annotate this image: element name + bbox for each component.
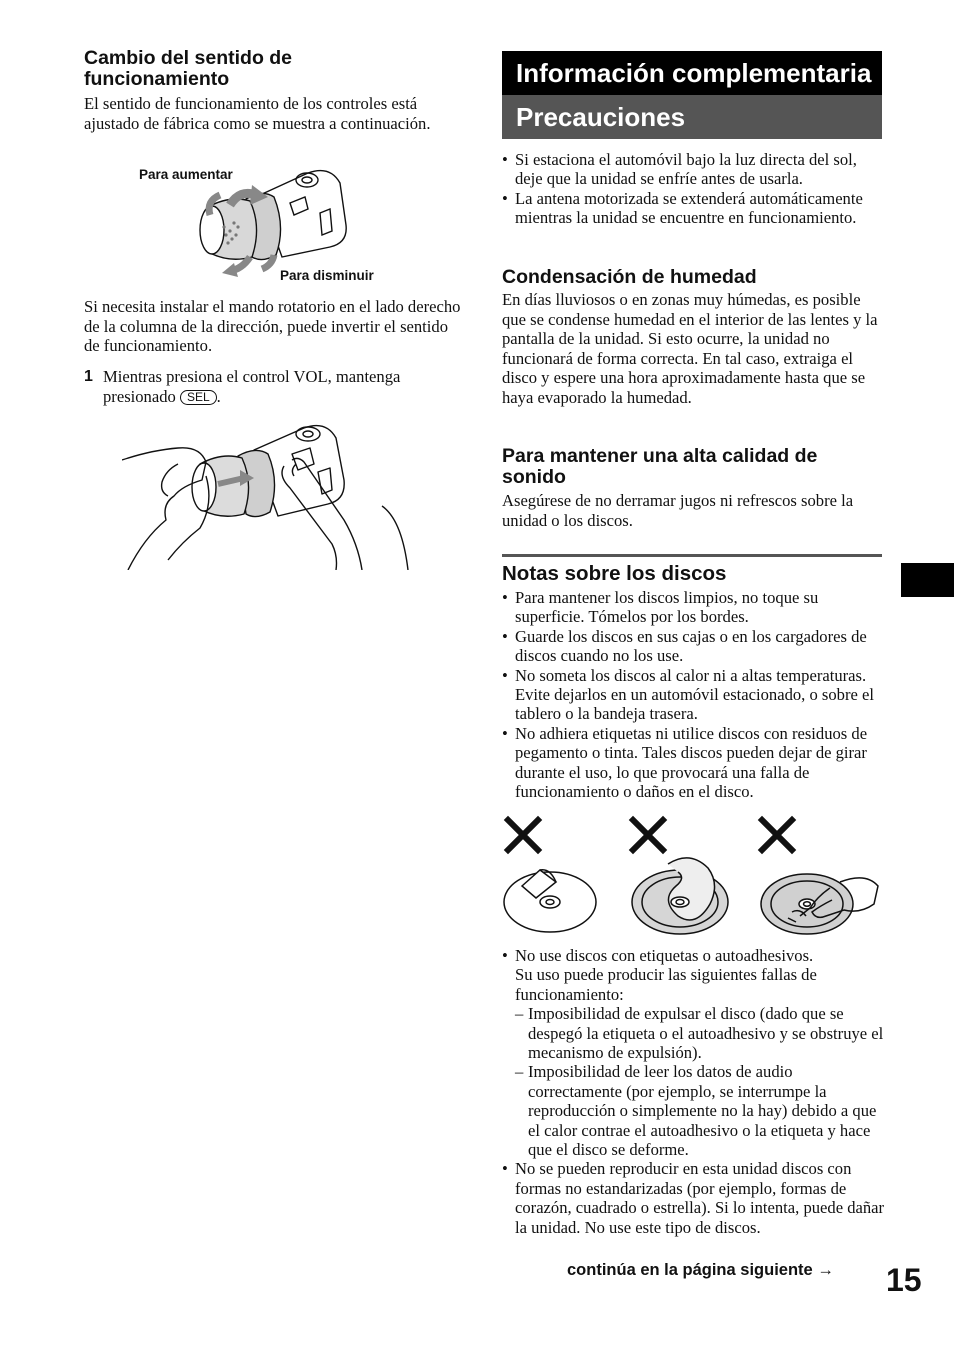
heading-disc-notes: Notas sobre los discos xyxy=(502,562,727,585)
step-end: . xyxy=(216,386,221,406)
section-heading-operation-direction: Cambio del sentido de funcionamiento xyxy=(84,47,293,90)
heading-condensation: Condensación de humedad xyxy=(502,266,757,288)
step-1 xyxy=(84,367,464,406)
sticker-notes-list xyxy=(502,946,886,1237)
section-divider xyxy=(502,554,882,557)
right-arrow-icon: → xyxy=(817,1261,834,1279)
sel-button-key: SEL xyxy=(180,390,217,405)
chapter-banner: Información complementaria xyxy=(502,51,882,95)
precautions-list xyxy=(502,150,882,228)
step-number: 1 xyxy=(84,368,93,385)
section-banner-precautions: Precauciones xyxy=(502,95,882,139)
intro-paragraph: El sentido de funcionamiento de los controles está ajustado de fábrica como se muestra a continuación. xyxy=(84,94,431,133)
disc-notes-list xyxy=(502,588,886,801)
continue-text: continúa en la página siguiente xyxy=(567,1261,813,1279)
cross-icon xyxy=(508,820,792,850)
sticker-note-text: No use discos con etiquetas o autoadhesivos. xyxy=(515,946,814,965)
reverse-paragraph: Si necesita instalar el mando rotatorio en el lado derecho de la columna de la dirección, puede invertir el sentido de funcionamiento. xyxy=(84,297,461,356)
sound-paragraph: Asegúrese de no derramar jugos ni refrescos sobre la unidad o los discos. xyxy=(502,491,854,530)
page-number: 15 xyxy=(886,1262,922,1298)
rotary-commander-illustration xyxy=(190,165,355,280)
sticker-note-text-2: Su uso puede producir las siguientes fallas de funcionamiento: xyxy=(515,965,817,1004)
list-item: • Para mantener los discos limpios, no toque su superficie. Tómelos por los bordes. xyxy=(502,588,886,627)
continue-note xyxy=(567,1260,834,1280)
list-item: – Imposibilidad de leer los datos de audio correctamente (por ejemplo, se interrumpe la reproducción o simplemente no la hay) debido a que el calor contrae el autoadhesivo o la etiqueta y hace que el disco se deforme. xyxy=(515,1062,886,1159)
list-item: • Guarde los discos en sus cajas o en los cargadores de discos cuando no los use. xyxy=(502,627,886,666)
list-item: • No se pueden reproducir en esta unidad discos con formas no estandarizadas (por ejemplo, formas de corazón, cuadrado o estrella). Si lo intenta, puede dañar la unidad. No use este tipo de discos. xyxy=(502,1159,886,1237)
heading-sound-quality: Para mantener una alta calidad de sonido xyxy=(502,445,818,488)
side-tab-marker xyxy=(901,563,954,597)
disc-misuse-illustrations xyxy=(500,812,885,937)
sticker-sublist xyxy=(515,1004,886,1159)
list-item xyxy=(502,946,886,1159)
step-text: Mientras presiona el control VOL, mantenga presionado xyxy=(103,367,401,406)
list-item: – Imposibilidad de expulsar el disco (dado que se despegó la etiqueta o el autoadhesivo y se obstruye el mecanismo de expulsión). xyxy=(515,1004,886,1062)
hand-pressing-illustration xyxy=(122,420,422,570)
label-para-aumentar: Para aumentar xyxy=(139,167,233,182)
list-item: • No adhiera etiquetas ni utilice discos con residuos de pegamento o tinta. Tales discos pueden dejar de girar durante el uso, lo que provocará una falla de funcionamiento o daños en el disco. xyxy=(502,724,886,802)
condensation-paragraph: En días lluviosos o en zonas muy húmedas, es posible que se condense humedad en el interior de las lentes y la pantalla de la unidad. Si esto ocurre, la unidad no funcionará de forma correcta. En tal caso, extraiga el disco y espere una hora aproximadamente hasta que se haya evaporado la humedad. xyxy=(502,290,878,407)
list-item: • No someta los discos al calor ni a altas temperaturas. Evite dejarlos en un automóvil estacionado, o sobre el tablero o la bandeja trasera. xyxy=(502,666,886,724)
list-item: • Si estaciona el automóvil bajo la luz directa del sol, deje que la unidad se enfríe antes de usarla. xyxy=(502,150,882,189)
label-para-disminuir: Para disminuir xyxy=(280,268,374,283)
list-item: • La antena motorizada se extenderá automáticamente mientras la unidad se encuentre en funcionamiento. xyxy=(502,189,882,228)
